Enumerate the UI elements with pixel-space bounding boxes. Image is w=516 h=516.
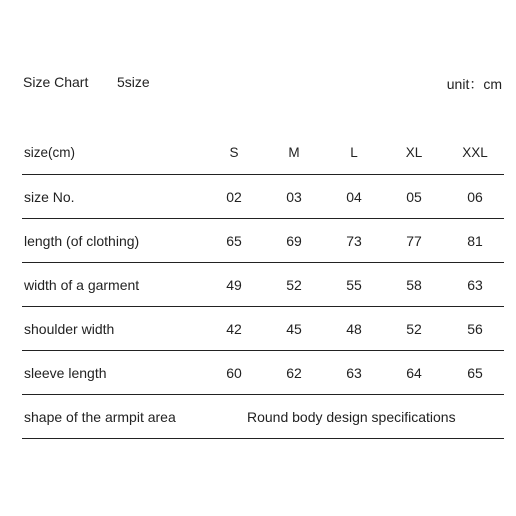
table-cell: 49 bbox=[226, 277, 242, 293]
size-header: M bbox=[288, 145, 300, 160]
armpit-spec: Round body design specifications bbox=[247, 409, 456, 425]
table-cell: 05 bbox=[406, 189, 422, 205]
table-row bbox=[22, 263, 504, 307]
row-label: width of a garment bbox=[24, 277, 140, 293]
table-cell: 81 bbox=[467, 233, 483, 249]
table-cell: 48 bbox=[346, 321, 362, 337]
table-cell: 65 bbox=[467, 365, 483, 381]
table-cell: 69 bbox=[286, 233, 302, 249]
row-label: shape of the armpit area bbox=[24, 409, 176, 425]
size-header: L bbox=[350, 145, 358, 160]
table-row bbox=[22, 351, 504, 395]
size-header: S bbox=[229, 145, 239, 160]
table-cell: 56 bbox=[467, 321, 483, 337]
chart-header bbox=[23, 74, 502, 94]
table-row-armpit bbox=[22, 395, 504, 439]
table-row bbox=[22, 219, 504, 263]
row-label: size No. bbox=[24, 189, 75, 205]
unit-label: unit：cm bbox=[446, 76, 502, 92]
size-count: 5size bbox=[117, 74, 150, 90]
table-cell: 55 bbox=[346, 277, 362, 293]
table-cell: 04 bbox=[346, 189, 362, 205]
table-cell: 06 bbox=[467, 189, 483, 205]
size-header: XXL bbox=[462, 145, 488, 160]
table-cell: 02 bbox=[226, 189, 242, 205]
table-cell: 42 bbox=[226, 321, 242, 337]
chart-title: Size Chart bbox=[23, 74, 89, 90]
table-row bbox=[22, 175, 504, 219]
table-cell: 73 bbox=[346, 233, 362, 249]
table-cell: 58 bbox=[406, 277, 422, 293]
table-cell: 52 bbox=[406, 321, 422, 337]
table-cell: 62 bbox=[286, 365, 302, 381]
table-cell: 63 bbox=[467, 277, 483, 293]
table-row bbox=[22, 307, 504, 351]
row-label: shoulder width bbox=[24, 321, 115, 337]
table-header-row bbox=[22, 131, 504, 175]
table-cell: 65 bbox=[226, 233, 242, 249]
size-column-label: size(cm) bbox=[24, 145, 75, 160]
size-header: XL bbox=[405, 145, 423, 160]
table-cell: 03 bbox=[286, 189, 302, 205]
row-label: sleeve length bbox=[24, 365, 107, 381]
table-cell: 64 bbox=[406, 365, 422, 381]
row-label: length (of clothing) bbox=[24, 233, 140, 249]
table-cell: 45 bbox=[286, 321, 302, 337]
table-cell: 77 bbox=[406, 233, 422, 249]
table-cell: 63 bbox=[346, 365, 362, 381]
size-table bbox=[22, 131, 504, 439]
table-cell: 52 bbox=[286, 277, 302, 293]
table-cell: 60 bbox=[226, 365, 242, 381]
